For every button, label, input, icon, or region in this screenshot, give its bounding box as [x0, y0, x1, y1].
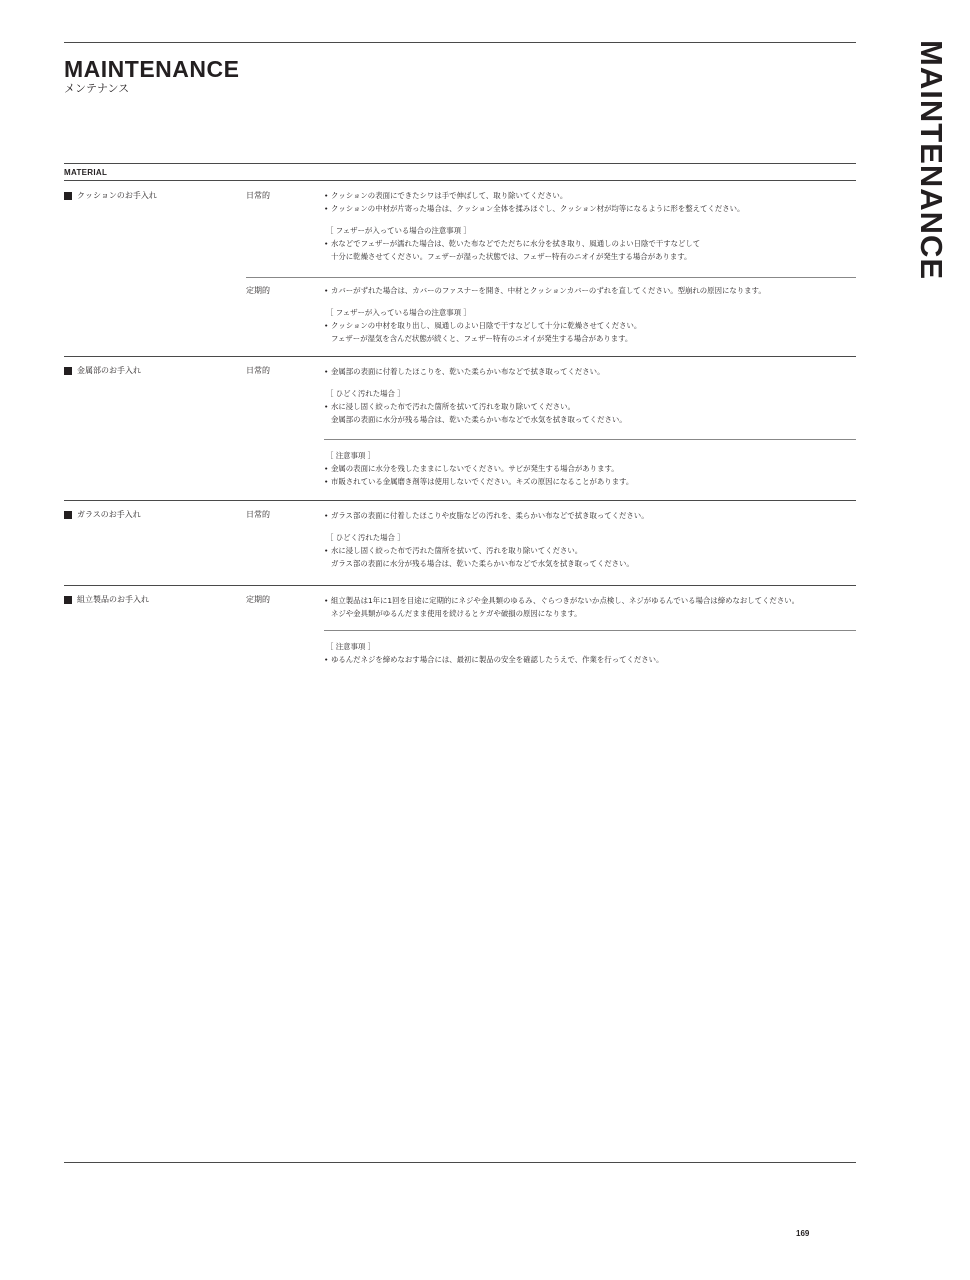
- bullet-item: • クッションの中材が片寄った場合は、クッション全体を揉みほぐし、クッション材が均等になるように形を整えてください。: [324, 202, 744, 215]
- section-top-rule: [64, 163, 856, 164]
- text-block: [324, 284, 766, 345]
- bullet-item: • 水に浸し固く絞った布で汚れた箇所を拭いて汚れを取り除いてください。: [324, 400, 627, 413]
- bullet-item: • ゆるんだネジを締めなおす場合には、最初に製品の安全を確認したうえで、作業を行ってください。: [324, 653, 663, 666]
- category-label: 金属部のお手入れ: [77, 366, 141, 375]
- square-bullet-icon: [64, 596, 72, 604]
- page-title: MAINTENANCE: [64, 56, 240, 82]
- top-rule: [64, 42, 856, 43]
- category-cushion: [64, 191, 157, 201]
- category-divider: [64, 356, 856, 357]
- frequency-label: 定期的: [246, 595, 270, 604]
- category-divider: [64, 585, 856, 586]
- bullet-continuation: フェザーが湿気を含んだ状態が続くと、フェザー特有のニオイが発生する場合があります。: [331, 334, 633, 343]
- category-label: ガラスのお手入れ: [77, 510, 141, 519]
- bullet-continuation: ネジや金具類がゆるんだまま使用を続けるとケガや破損の原因になります。: [331, 609, 582, 618]
- note-heading: ［ フェザーが入っている場合の注意事項 ］: [326, 308, 471, 317]
- text-block: [324, 449, 633, 488]
- frequency-label: 定期的: [246, 286, 270, 295]
- note-heading: ［ ひどく汚れた場合 ］: [326, 389, 405, 398]
- frequency-label: 日常的: [246, 191, 270, 200]
- bullet-item: • 水に浸し固く絞った布で汚れた箇所を拭いて、汚れを取り除いてください。: [324, 544, 649, 557]
- square-bullet-icon: [64, 511, 72, 519]
- bullet-item: • 金属の表面に水分を残したままにしないでください。サビが発生する場合があります。: [324, 462, 633, 475]
- bullet-item: • 金属部の表面に付着したほこりを、乾いた柔らかい布などで拭き取ってください。: [324, 365, 627, 378]
- frequency-label: 日常的: [246, 510, 270, 519]
- bullet-continuation: ガラス部の表面に水分が残る場合は、乾いた柔らかい布などで水気を拭き取ってください。: [331, 559, 634, 568]
- category-divider: [64, 500, 856, 501]
- category-assembled-products: [64, 595, 149, 605]
- bullet-item: • 水などでフェザーが濡れた場合は、乾いた布などでただちに水分を拭き取り、風通しのよい日陰で干すなどして: [324, 237, 744, 250]
- category-glass: [64, 510, 141, 520]
- text-block: [324, 189, 744, 263]
- bullet-item: • クッションの中材を取り出し、風通しのよい日陰で干すなどして十分に乾燥させてください。: [324, 319, 766, 332]
- square-bullet-icon: [64, 192, 72, 200]
- bullet-continuation: 金属部の表面に水分が残る場合は、乾いた柔らかい布などで水気を拭き取ってください。: [331, 415, 627, 424]
- note-heading: ［ 注意事項 ］: [326, 451, 376, 460]
- section-header-rule: [64, 180, 856, 181]
- page-subtitle: メンテナンス: [64, 82, 130, 95]
- note-divider: [324, 439, 856, 440]
- text-block: [324, 509, 649, 570]
- bullet-item: • 市販されている金属磨き剤等は使用しないでください。キズの原因になることがあります。: [324, 475, 633, 488]
- category-metal: [64, 366, 141, 376]
- note-heading: ［ 注意事項 ］: [326, 642, 376, 651]
- bullet-continuation: 十分に乾燥させてください。フェザーが湿った状態では、フェザー特有のニオイが発生する場合があります。: [331, 252, 692, 261]
- note-heading: ［ ひどく汚れた場合 ］: [326, 533, 405, 542]
- note-divider: [324, 630, 856, 631]
- side-title: MAINTENANCE: [914, 40, 949, 281]
- section-label: MATERIAL: [64, 168, 108, 177]
- bullet-item: • ガラス部の表面に付着したほこりや皮脂などの汚れを、柔らかい布などで拭き取ってください。: [324, 509, 649, 522]
- category-label: 組立製品のお手入れ: [77, 595, 149, 604]
- bottom-rule: [64, 1162, 856, 1163]
- page-number: 169: [796, 1229, 810, 1238]
- block-divider: [246, 277, 856, 278]
- text-block: [324, 640, 663, 666]
- text-block: [324, 365, 627, 426]
- text-block: [324, 594, 799, 620]
- bullet-item: • クッションの表面にできたシワは手で伸ばして、取り除いてください。: [324, 189, 744, 202]
- note-heading: ［ フェザーが入っている場合の注意事項 ］: [326, 226, 471, 235]
- bullet-item: • 組立製品は1年に1回を目途に定期的にネジや金具類のゆるみ、ぐらつきがないか点検し、ネジがゆるんでいる場合は締めなおしてください。: [324, 594, 799, 607]
- bullet-item: • カバーがずれた場合は、カバーのファスナーを開き、中材とクッションカバーのずれを直してください。型崩れの原因になります。: [324, 284, 766, 297]
- frequency-label: 日常的: [246, 366, 270, 375]
- category-label: クッションのお手入れ: [77, 191, 157, 200]
- square-bullet-icon: [64, 367, 72, 375]
